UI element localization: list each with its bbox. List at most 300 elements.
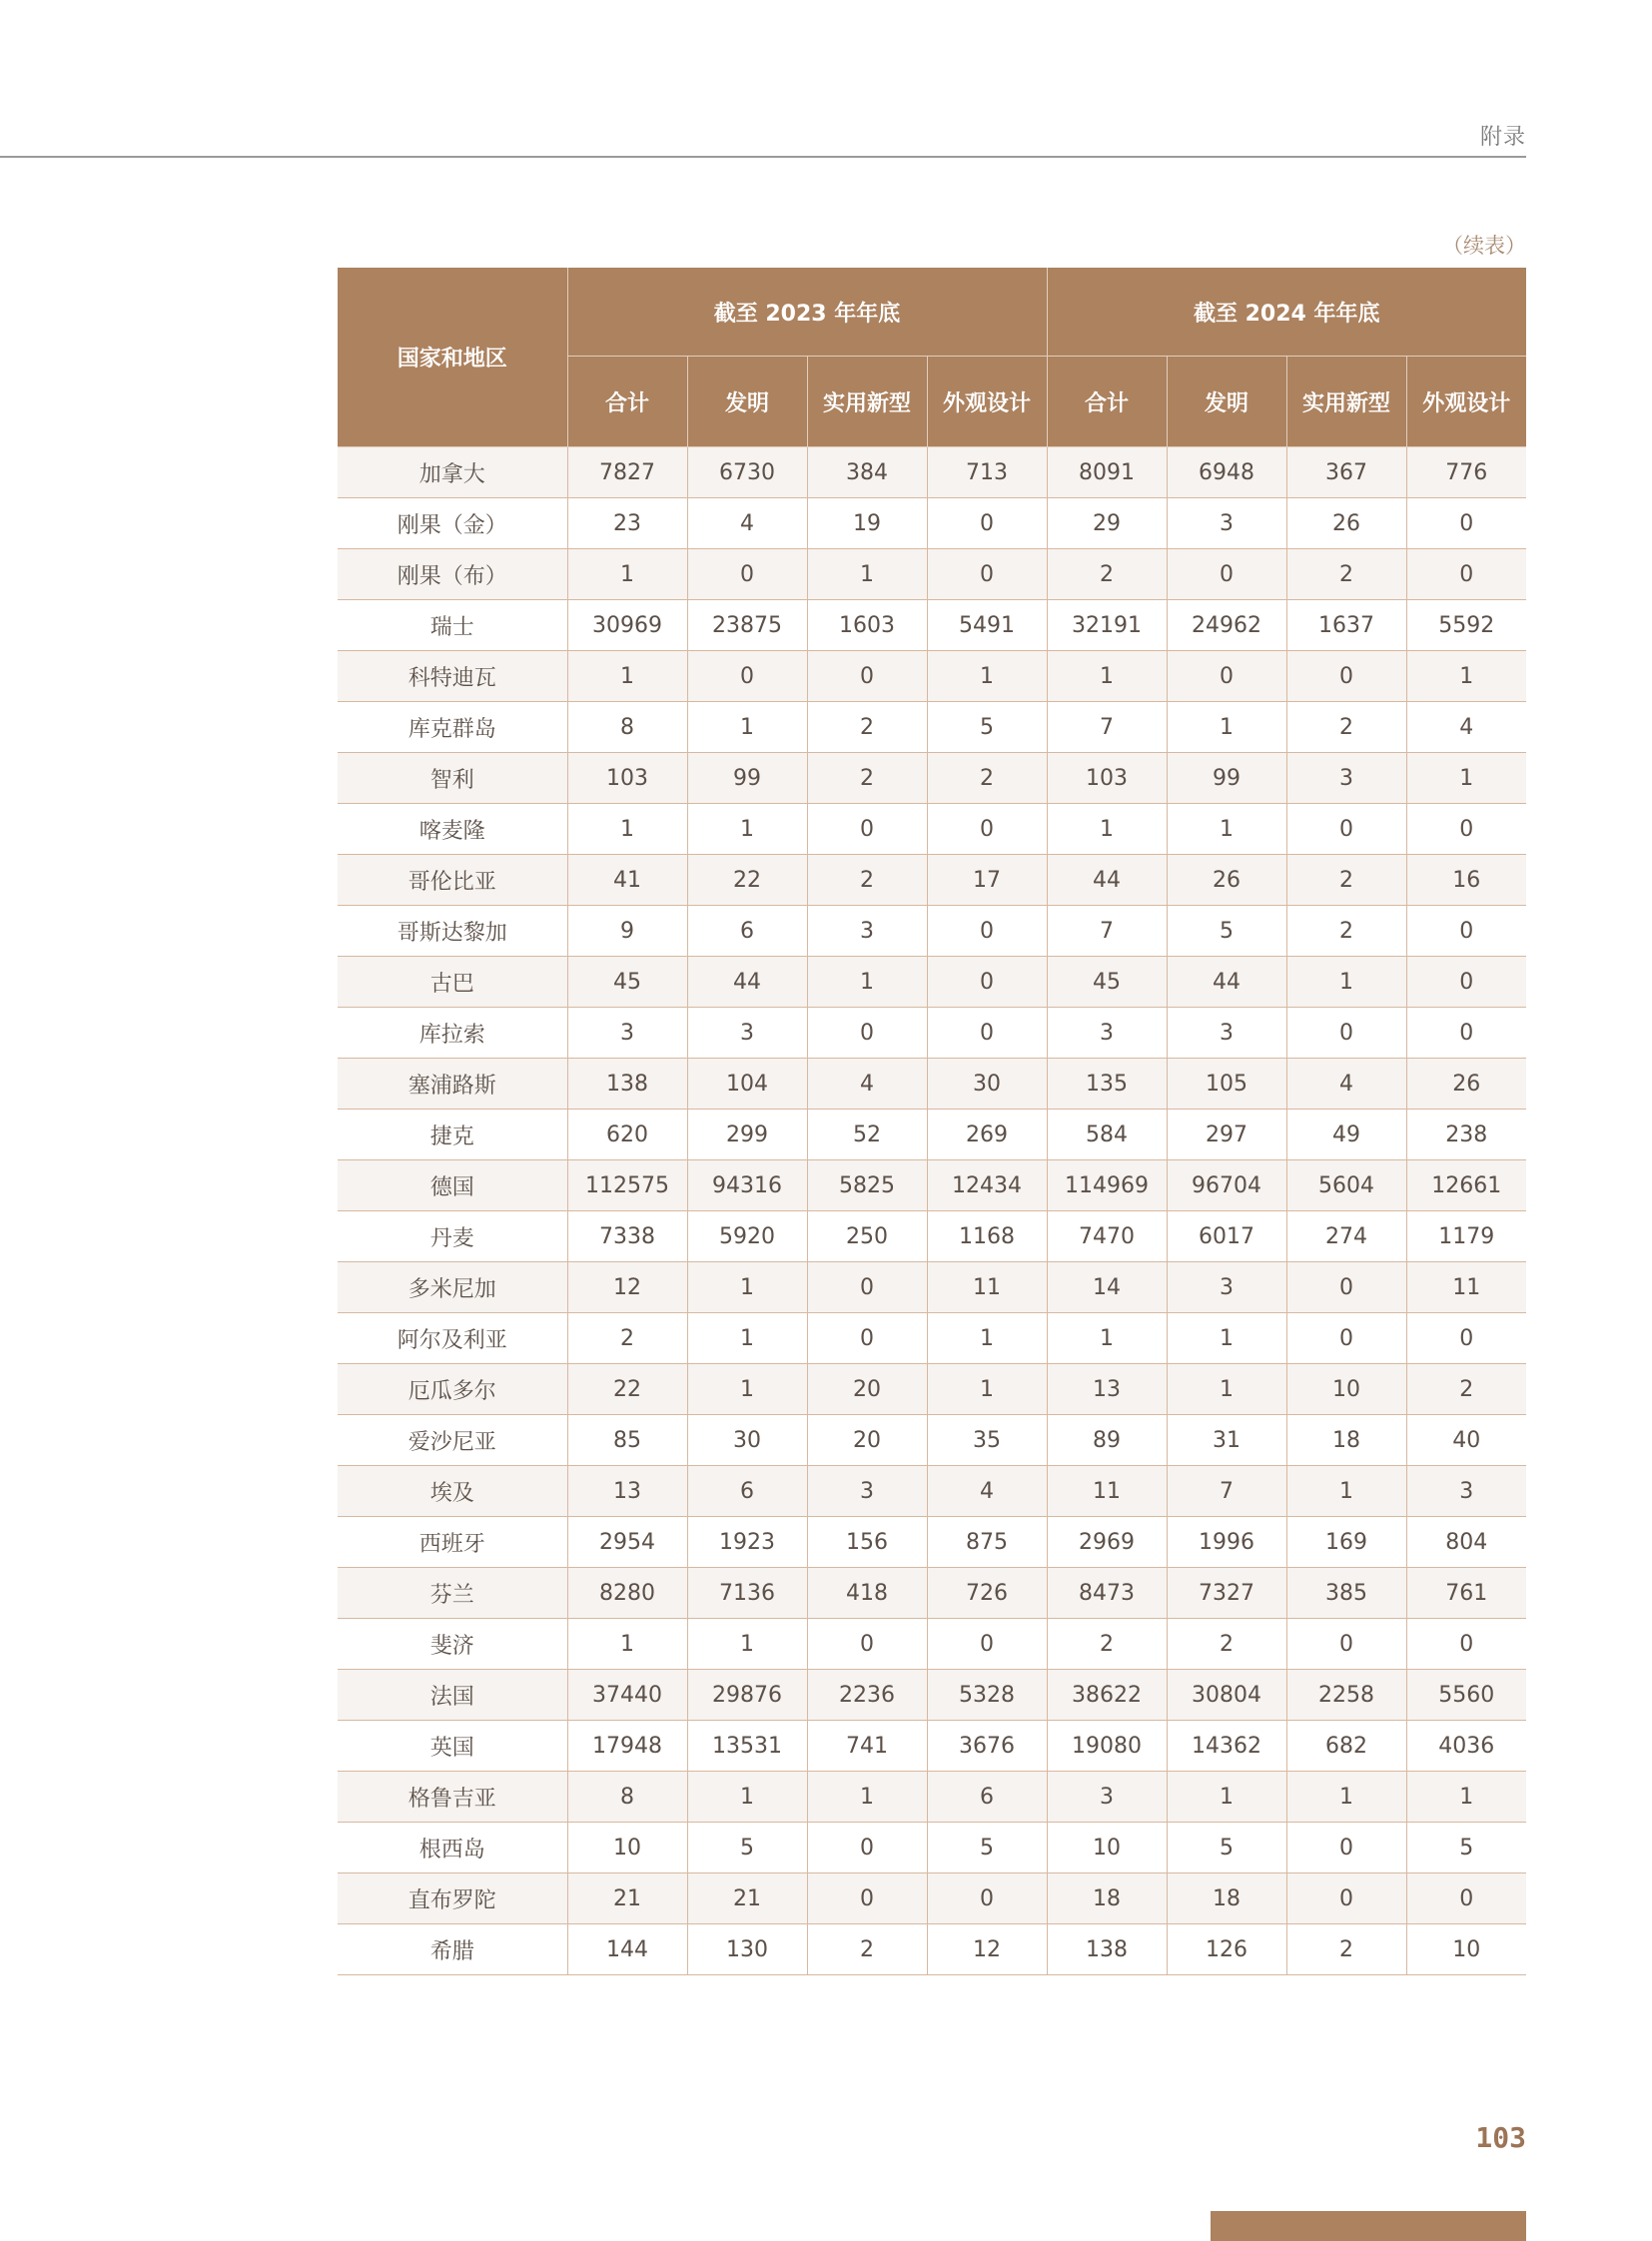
cell-utility-2023: 19 — [807, 498, 927, 549]
cell-invention-2023: 22 — [687, 855, 807, 906]
cell-region-name: 多米尼加 — [338, 1262, 567, 1313]
cell-total-2024: 38622 — [1047, 1670, 1167, 1721]
cell-utility-2023: 2 — [807, 702, 927, 753]
cell-total-2023: 620 — [567, 1110, 687, 1160]
cell-utility-2024: 2258 — [1286, 1670, 1406, 1721]
cell-total-2023: 1 — [567, 549, 687, 600]
cell-region-name: 加拿大 — [338, 447, 567, 498]
cell-invention-2024: 126 — [1167, 1924, 1286, 1975]
cell-utility-2024: 367 — [1286, 447, 1406, 498]
cell-invention-2024: 96704 — [1167, 1160, 1286, 1211]
cell-total-2024: 2 — [1047, 1619, 1167, 1670]
cell-utility-2023: 4 — [807, 1059, 927, 1110]
cell-utility-2023: 156 — [807, 1517, 927, 1568]
cell-invention-2024: 1 — [1167, 1364, 1286, 1415]
table-row — [338, 1008, 1526, 1059]
cell-utility-2023: 0 — [807, 1008, 927, 1059]
cell-region-name: 刚果（布） — [338, 549, 567, 600]
cell-total-2023: 85 — [567, 1415, 687, 1466]
table-row — [338, 1160, 1526, 1211]
cell-utility-2023: 1603 — [807, 600, 927, 651]
cell-utility-2024: 1 — [1286, 1466, 1406, 1517]
table-row — [338, 1110, 1526, 1160]
cell-design-2024: 11 — [1406, 1262, 1526, 1313]
cell-total-2024: 103 — [1047, 753, 1167, 804]
table-row — [338, 1568, 1526, 1619]
cell-region-name: 库克群岛 — [338, 702, 567, 753]
cell-invention-2023: 30 — [687, 1415, 807, 1466]
table-row — [338, 804, 1526, 855]
cell-total-2024: 19080 — [1047, 1721, 1167, 1772]
cell-invention-2023: 13531 — [687, 1721, 807, 1772]
cell-invention-2024: 18 — [1167, 1873, 1286, 1924]
cell-design-2023: 30 — [927, 1059, 1047, 1110]
cell-invention-2024: 99 — [1167, 753, 1286, 804]
cell-utility-2023: 0 — [807, 804, 927, 855]
cell-total-2023: 2954 — [567, 1517, 687, 1568]
cell-utility-2023: 20 — [807, 1415, 927, 1466]
cell-utility-2023: 1 — [807, 549, 927, 600]
cell-total-2023: 8 — [567, 1772, 687, 1823]
cell-invention-2023: 1 — [687, 1619, 807, 1670]
cell-design-2023: 1 — [927, 1313, 1047, 1364]
cell-design-2023: 1 — [927, 1364, 1047, 1415]
cell-design-2024: 5 — [1406, 1823, 1526, 1873]
cell-total-2023: 9 — [567, 906, 687, 957]
cell-invention-2023: 1 — [687, 1262, 807, 1313]
cell-utility-2023: 418 — [807, 1568, 927, 1619]
cell-design-2023: 875 — [927, 1517, 1047, 1568]
cell-design-2023: 12 — [927, 1924, 1047, 1975]
cell-invention-2024: 7327 — [1167, 1568, 1286, 1619]
cell-design-2024: 1 — [1406, 1772, 1526, 1823]
cell-total-2024: 14 — [1047, 1262, 1167, 1313]
table-row — [338, 1211, 1526, 1262]
cell-utility-2023: 0 — [807, 1873, 927, 1924]
table-row — [338, 1517, 1526, 1568]
cell-invention-2024: 105 — [1167, 1059, 1286, 1110]
header-rule — [0, 156, 1526, 158]
cell-region-name: 爱沙尼亚 — [338, 1415, 567, 1466]
cell-total-2023: 37440 — [567, 1670, 687, 1721]
table-row — [338, 651, 1526, 702]
cell-design-2024: 1 — [1406, 753, 1526, 804]
cell-invention-2024: 5 — [1167, 906, 1286, 957]
cell-utility-2024: 2 — [1286, 702, 1406, 753]
cell-total-2024: 8473 — [1047, 1568, 1167, 1619]
table-row — [338, 855, 1526, 906]
cell-region-name: 埃及 — [338, 1466, 567, 1517]
cell-design-2024: 2 — [1406, 1364, 1526, 1415]
cell-invention-2023: 44 — [687, 957, 807, 1008]
cell-total-2024: 32191 — [1047, 600, 1167, 651]
cell-design-2024: 0 — [1406, 1619, 1526, 1670]
cell-invention-2023: 6 — [687, 1466, 807, 1517]
cell-invention-2023: 0 — [687, 549, 807, 600]
cell-total-2023: 3 — [567, 1008, 687, 1059]
cell-total-2023: 112575 — [567, 1160, 687, 1211]
cell-design-2023: 1 — [927, 651, 1047, 702]
cell-invention-2023: 21 — [687, 1873, 807, 1924]
cell-total-2024: 7 — [1047, 702, 1167, 753]
cell-design-2024: 1179 — [1406, 1211, 1526, 1262]
cell-invention-2024: 1 — [1167, 1313, 1286, 1364]
cell-design-2024: 0 — [1406, 1313, 1526, 1364]
table-row — [338, 1670, 1526, 1721]
cell-region-name: 英国 — [338, 1721, 567, 1772]
cell-invention-2024: 44 — [1167, 957, 1286, 1008]
cell-design-2023: 269 — [927, 1110, 1047, 1160]
cell-total-2023: 22 — [567, 1364, 687, 1415]
cell-region-name: 哥伦比亚 — [338, 855, 567, 906]
cell-utility-2023: 52 — [807, 1110, 927, 1160]
column-header-design-2024: 外观设计 — [1406, 357, 1526, 447]
cell-region-name: 直布罗陀 — [338, 1873, 567, 1924]
cell-design-2023: 17 — [927, 855, 1047, 906]
cell-utility-2024: 1 — [1286, 1772, 1406, 1823]
cell-total-2024: 2969 — [1047, 1517, 1167, 1568]
cell-utility-2024: 0 — [1286, 804, 1406, 855]
cell-utility-2024: 0 — [1286, 1873, 1406, 1924]
cell-utility-2024: 169 — [1286, 1517, 1406, 1568]
cell-total-2023: 45 — [567, 957, 687, 1008]
table-row — [338, 702, 1526, 753]
cell-total-2023: 12 — [567, 1262, 687, 1313]
cell-design-2024: 238 — [1406, 1110, 1526, 1160]
cell-total-2023: 13 — [567, 1466, 687, 1517]
cell-invention-2024: 6017 — [1167, 1211, 1286, 1262]
cell-region-name: 丹麦 — [338, 1211, 567, 1262]
cell-total-2024: 584 — [1047, 1110, 1167, 1160]
cell-utility-2024: 4 — [1286, 1059, 1406, 1110]
cell-utility-2024: 49 — [1286, 1110, 1406, 1160]
cell-design-2024: 16 — [1406, 855, 1526, 906]
table-row — [338, 1721, 1526, 1772]
cell-design-2024: 0 — [1406, 1873, 1526, 1924]
cell-utility-2023: 0 — [807, 1262, 927, 1313]
cell-design-2024: 0 — [1406, 549, 1526, 600]
cell-design-2023: 12434 — [927, 1160, 1047, 1211]
cell-utility-2023: 0 — [807, 651, 927, 702]
cell-utility-2023: 0 — [807, 1619, 927, 1670]
cell-invention-2024: 0 — [1167, 549, 1286, 600]
table-row — [338, 906, 1526, 957]
cell-utility-2024: 2 — [1286, 1924, 1406, 1975]
cell-design-2024: 10 — [1406, 1924, 1526, 1975]
cell-design-2023: 0 — [927, 549, 1047, 600]
cell-design-2023: 5328 — [927, 1670, 1047, 1721]
cell-invention-2024: 6948 — [1167, 447, 1286, 498]
cell-total-2023: 30969 — [567, 600, 687, 651]
column-header-design-2023: 外观设计 — [927, 357, 1047, 447]
continued-label: （续表） — [1442, 234, 1526, 258]
cell-region-name: 西班牙 — [338, 1517, 567, 1568]
cell-design-2023: 6 — [927, 1772, 1047, 1823]
table-row — [338, 1466, 1526, 1517]
cell-region-name: 瑞士 — [338, 600, 567, 651]
cell-design-2024: 4 — [1406, 702, 1526, 753]
cell-design-2024: 0 — [1406, 804, 1526, 855]
cell-total-2024: 7 — [1047, 906, 1167, 957]
cell-total-2024: 1 — [1047, 1313, 1167, 1364]
cell-utility-2023: 1 — [807, 1772, 927, 1823]
table-row — [338, 1059, 1526, 1110]
cell-utility-2024: 0 — [1286, 1313, 1406, 1364]
cell-total-2024: 114969 — [1047, 1160, 1167, 1211]
cell-design-2024: 804 — [1406, 1517, 1526, 1568]
column-header-utility-2024: 实用新型 — [1286, 357, 1406, 447]
statistics-table — [338, 268, 1526, 1975]
cell-invention-2023: 1 — [687, 702, 807, 753]
section-label: 附录 — [1479, 125, 1526, 150]
cell-total-2024: 10 — [1047, 1823, 1167, 1873]
column-header-utility-2023: 实用新型 — [807, 357, 927, 447]
cell-design-2023: 35 — [927, 1415, 1047, 1466]
cell-invention-2023: 1 — [687, 1772, 807, 1823]
cell-utility-2023: 2236 — [807, 1670, 927, 1721]
cell-utility-2024: 274 — [1286, 1211, 1406, 1262]
cell-design-2023: 0 — [927, 1008, 1047, 1059]
cell-invention-2023: 5 — [687, 1823, 807, 1873]
cell-total-2024: 138 — [1047, 1924, 1167, 1975]
cell-invention-2024: 3 — [1167, 1262, 1286, 1313]
cell-total-2024: 8091 — [1047, 447, 1167, 498]
column-header-total-2024: 合计 — [1047, 357, 1167, 447]
cell-invention-2024: 3 — [1167, 1008, 1286, 1059]
cell-utility-2024: 1 — [1286, 957, 1406, 1008]
cell-design-2024: 3 — [1406, 1466, 1526, 1517]
cell-total-2023: 7338 — [567, 1211, 687, 1262]
cell-design-2024: 5592 — [1406, 600, 1526, 651]
cell-total-2023: 103 — [567, 753, 687, 804]
cell-invention-2023: 6730 — [687, 447, 807, 498]
cell-design-2024: 0 — [1406, 957, 1526, 1008]
cell-invention-2024: 2 — [1167, 1619, 1286, 1670]
cell-design-2024: 5560 — [1406, 1670, 1526, 1721]
cell-utility-2024: 10 — [1286, 1364, 1406, 1415]
table-body — [338, 447, 1526, 1975]
table-row — [338, 1924, 1526, 1975]
cell-total-2024: 29 — [1047, 498, 1167, 549]
cell-design-2024: 761 — [1406, 1568, 1526, 1619]
cell-utility-2024: 3 — [1286, 753, 1406, 804]
cell-total-2023: 21 — [567, 1873, 687, 1924]
column-header-invention-2023: 发明 — [687, 357, 807, 447]
page-number: 103 — [1475, 2121, 1526, 2154]
cell-total-2023: 17948 — [567, 1721, 687, 1772]
cell-invention-2023: 6 — [687, 906, 807, 957]
cell-utility-2024: 2 — [1286, 906, 1406, 957]
cell-invention-2023: 99 — [687, 753, 807, 804]
table-row — [338, 1364, 1526, 1415]
cell-design-2023: 0 — [927, 804, 1047, 855]
cell-region-name: 德国 — [338, 1160, 567, 1211]
cell-region-name: 喀麦隆 — [338, 804, 567, 855]
footer-bar — [1211, 2211, 1526, 2241]
cell-invention-2023: 130 — [687, 1924, 807, 1975]
cell-invention-2023: 1923 — [687, 1517, 807, 1568]
cell-total-2024: 89 — [1047, 1415, 1167, 1466]
cell-region-name: 塞浦路斯 — [338, 1059, 567, 1110]
cell-utility-2024: 0 — [1286, 651, 1406, 702]
cell-total-2023: 23 — [567, 498, 687, 549]
cell-total-2024: 1 — [1047, 804, 1167, 855]
cell-total-2024: 1 — [1047, 651, 1167, 702]
cell-design-2023: 2 — [927, 753, 1047, 804]
table-row — [338, 1823, 1526, 1873]
cell-design-2024: 0 — [1406, 1008, 1526, 1059]
cell-utility-2024: 682 — [1286, 1721, 1406, 1772]
table-row — [338, 447, 1526, 498]
cell-total-2024: 45 — [1047, 957, 1167, 1008]
cell-utility-2024: 0 — [1286, 1262, 1406, 1313]
cell-invention-2024: 3 — [1167, 498, 1286, 549]
cell-invention-2024: 5 — [1167, 1823, 1286, 1873]
cell-total-2023: 8280 — [567, 1568, 687, 1619]
cell-total-2024: 3 — [1047, 1772, 1167, 1823]
cell-utility-2023: 5825 — [807, 1160, 927, 1211]
cell-design-2023: 1168 — [927, 1211, 1047, 1262]
cell-design-2023: 713 — [927, 447, 1047, 498]
table-row — [338, 753, 1526, 804]
cell-design-2023: 0 — [927, 906, 1047, 957]
table-row — [338, 1415, 1526, 1466]
table-row — [338, 1313, 1526, 1364]
cell-total-2023: 144 — [567, 1924, 687, 1975]
cell-utility-2024: 0 — [1286, 1619, 1406, 1670]
cell-utility-2023: 741 — [807, 1721, 927, 1772]
group-header-2023: 截至 2023 年年底 — [567, 268, 1047, 357]
cell-design-2023: 3676 — [927, 1721, 1047, 1772]
cell-total-2023: 10 — [567, 1823, 687, 1873]
cell-total-2023: 1 — [567, 804, 687, 855]
cell-total-2024: 7470 — [1047, 1211, 1167, 1262]
cell-region-name: 根西岛 — [338, 1823, 567, 1873]
cell-design-2024: 0 — [1406, 498, 1526, 549]
cell-invention-2024: 1 — [1167, 804, 1286, 855]
group-header-2024: 截至 2024 年年底 — [1047, 268, 1526, 357]
cell-invention-2023: 1 — [687, 804, 807, 855]
cell-utility-2024: 2 — [1286, 549, 1406, 600]
cell-region-name: 智利 — [338, 753, 567, 804]
cell-total-2024: 11 — [1047, 1466, 1167, 1517]
cell-invention-2023: 299 — [687, 1110, 807, 1160]
table-row — [338, 498, 1526, 549]
cell-invention-2023: 94316 — [687, 1160, 807, 1211]
cell-utility-2023: 20 — [807, 1364, 927, 1415]
cell-design-2024: 0 — [1406, 906, 1526, 957]
cell-design-2024: 12661 — [1406, 1160, 1526, 1211]
cell-design-2023: 5491 — [927, 600, 1047, 651]
cell-region-name: 刚果（金） — [338, 498, 567, 549]
cell-utility-2024: 18 — [1286, 1415, 1406, 1466]
cell-design-2024: 26 — [1406, 1059, 1526, 1110]
cell-invention-2024: 7 — [1167, 1466, 1286, 1517]
cell-utility-2023: 2 — [807, 753, 927, 804]
cell-invention-2024: 14362 — [1167, 1721, 1286, 1772]
cell-total-2023: 1 — [567, 651, 687, 702]
cell-design-2024: 40 — [1406, 1415, 1526, 1466]
cell-utility-2024: 0 — [1286, 1008, 1406, 1059]
cell-utility-2023: 2 — [807, 1924, 927, 1975]
cell-region-name: 斐济 — [338, 1619, 567, 1670]
cell-region-name: 阿尔及利亚 — [338, 1313, 567, 1364]
cell-invention-2023: 104 — [687, 1059, 807, 1110]
table-row — [338, 600, 1526, 651]
cell-utility-2024: 2 — [1286, 855, 1406, 906]
cell-design-2023: 0 — [927, 498, 1047, 549]
cell-total-2023: 138 — [567, 1059, 687, 1110]
cell-total-2023: 7827 — [567, 447, 687, 498]
cell-invention-2023: 4 — [687, 498, 807, 549]
cell-total-2023: 2 — [567, 1313, 687, 1364]
cell-invention-2023: 0 — [687, 651, 807, 702]
cell-utility-2023: 3 — [807, 906, 927, 957]
cell-invention-2023: 1 — [687, 1364, 807, 1415]
cell-utility-2023: 0 — [807, 1823, 927, 1873]
cell-total-2023: 41 — [567, 855, 687, 906]
cell-utility-2024: 5604 — [1286, 1160, 1406, 1211]
cell-invention-2024: 26 — [1167, 855, 1286, 906]
cell-region-name: 芬兰 — [338, 1568, 567, 1619]
column-header-total-2023: 合计 — [567, 357, 687, 447]
cell-region-name: 哥斯达黎加 — [338, 906, 567, 957]
cell-utility-2023: 2 — [807, 855, 927, 906]
cell-total-2024: 13 — [1047, 1364, 1167, 1415]
cell-utility-2023: 1 — [807, 957, 927, 1008]
cell-invention-2024: 31 — [1167, 1415, 1286, 1466]
cell-invention-2024: 1 — [1167, 702, 1286, 753]
cell-region-name: 库拉索 — [338, 1008, 567, 1059]
cell-invention-2024: 0 — [1167, 651, 1286, 702]
cell-total-2024: 44 — [1047, 855, 1167, 906]
cell-invention-2024: 1996 — [1167, 1517, 1286, 1568]
cell-invention-2024: 297 — [1167, 1110, 1286, 1160]
cell-region-name: 捷克 — [338, 1110, 567, 1160]
cell-total-2023: 8 — [567, 702, 687, 753]
table-row — [338, 1619, 1526, 1670]
cell-total-2024: 2 — [1047, 549, 1167, 600]
cell-region-name: 科特迪瓦 — [338, 651, 567, 702]
cell-design-2023: 5 — [927, 1823, 1047, 1873]
table-row — [338, 1873, 1526, 1924]
cell-utility-2023: 384 — [807, 447, 927, 498]
cell-total-2024: 135 — [1047, 1059, 1167, 1110]
cell-total-2024: 3 — [1047, 1008, 1167, 1059]
cell-utility-2024: 26 — [1286, 498, 1406, 549]
cell-total-2024: 18 — [1047, 1873, 1167, 1924]
cell-design-2023: 5 — [927, 702, 1047, 753]
cell-utility-2023: 3 — [807, 1466, 927, 1517]
cell-design-2023: 0 — [927, 1873, 1047, 1924]
cell-region-name: 厄瓜多尔 — [338, 1364, 567, 1415]
cell-utility-2024: 0 — [1286, 1823, 1406, 1873]
cell-design-2023: 11 — [927, 1262, 1047, 1313]
cell-utility-2023: 250 — [807, 1211, 927, 1262]
cell-invention-2023: 5920 — [687, 1211, 807, 1262]
cell-invention-2023: 29876 — [687, 1670, 807, 1721]
cell-design-2023: 4 — [927, 1466, 1047, 1517]
cell-utility-2024: 1637 — [1286, 600, 1406, 651]
cell-region-name: 古巴 — [338, 957, 567, 1008]
cell-total-2023: 1 — [567, 1619, 687, 1670]
table-row — [338, 1772, 1526, 1823]
cell-design-2023: 0 — [927, 1619, 1047, 1670]
cell-region-name: 法国 — [338, 1670, 567, 1721]
cell-invention-2023: 23875 — [687, 600, 807, 651]
cell-region-name: 希腊 — [338, 1924, 567, 1975]
cell-invention-2023: 1 — [687, 1313, 807, 1364]
